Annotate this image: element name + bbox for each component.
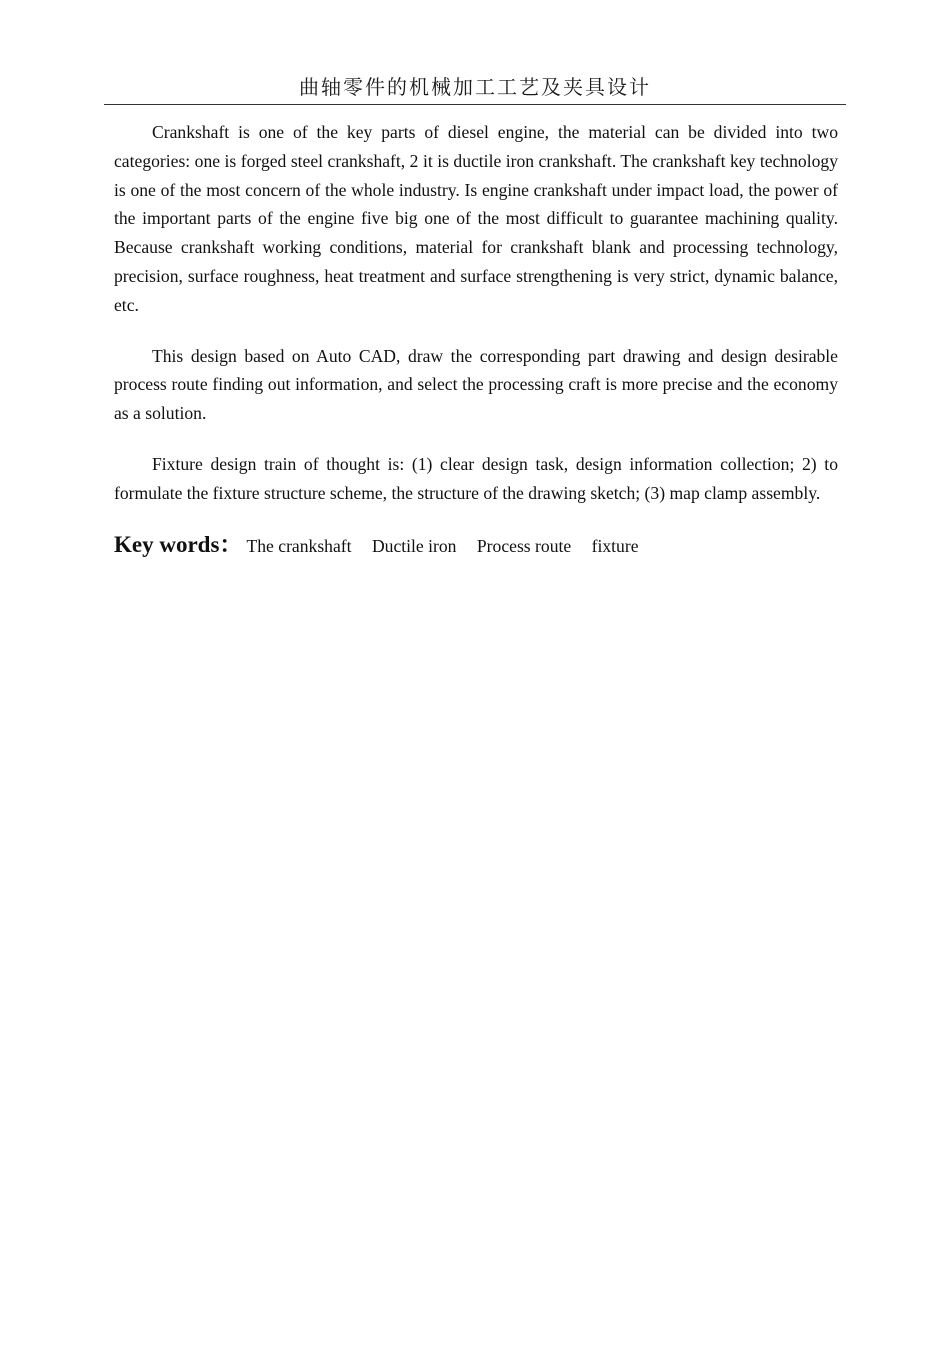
abstract-paragraph: Crankshaft is one of the key parts of diesel engine, the material can be divided into two categories: one is forged steel crankshaft, 2 it is ductile iron crankshaft. The crankshaft key technology is one of the most concern of the whole industry. Is engine crankshaft under impact load, the power of the important parts of the engine five big one of the most difficult to guarantee machining quality. Because crankshaft working conditions, material for crankshaft blank and processing technology, precision, surface roughness, heat treatment and surface strengthening is very strict, dynamic balance, etc.	[114, 122, 838, 315]
keywords-line	[114, 530, 838, 561]
header-divider	[104, 104, 846, 105]
abstract-paragraph: This design based on Auto CAD, draw the corresponding part drawing and design desirable process route finding out information, and select the processing craft is more precise and the economy as a solution.	[114, 345, 838, 424]
abstract-paragraph: Fixture design train of thought is: (1) clear design task, design information collection; 2) to formulate the fixture structure scheme, the structure of the drawing sketch; (3) map clamp assembly.	[114, 453, 838, 503]
keyword-term: The crankshaft	[246, 535, 352, 556]
keyword-term: Ductile iron	[371, 535, 457, 556]
keywords-label: Key words：	[114, 531, 243, 557]
keyword-term: fixture	[591, 535, 639, 556]
abstract-body	[114, 118, 838, 561]
keyword-term: Process route	[476, 535, 572, 556]
running-header-title: 曲轴零件的机械加工工艺及夹具设计	[299, 75, 651, 99]
